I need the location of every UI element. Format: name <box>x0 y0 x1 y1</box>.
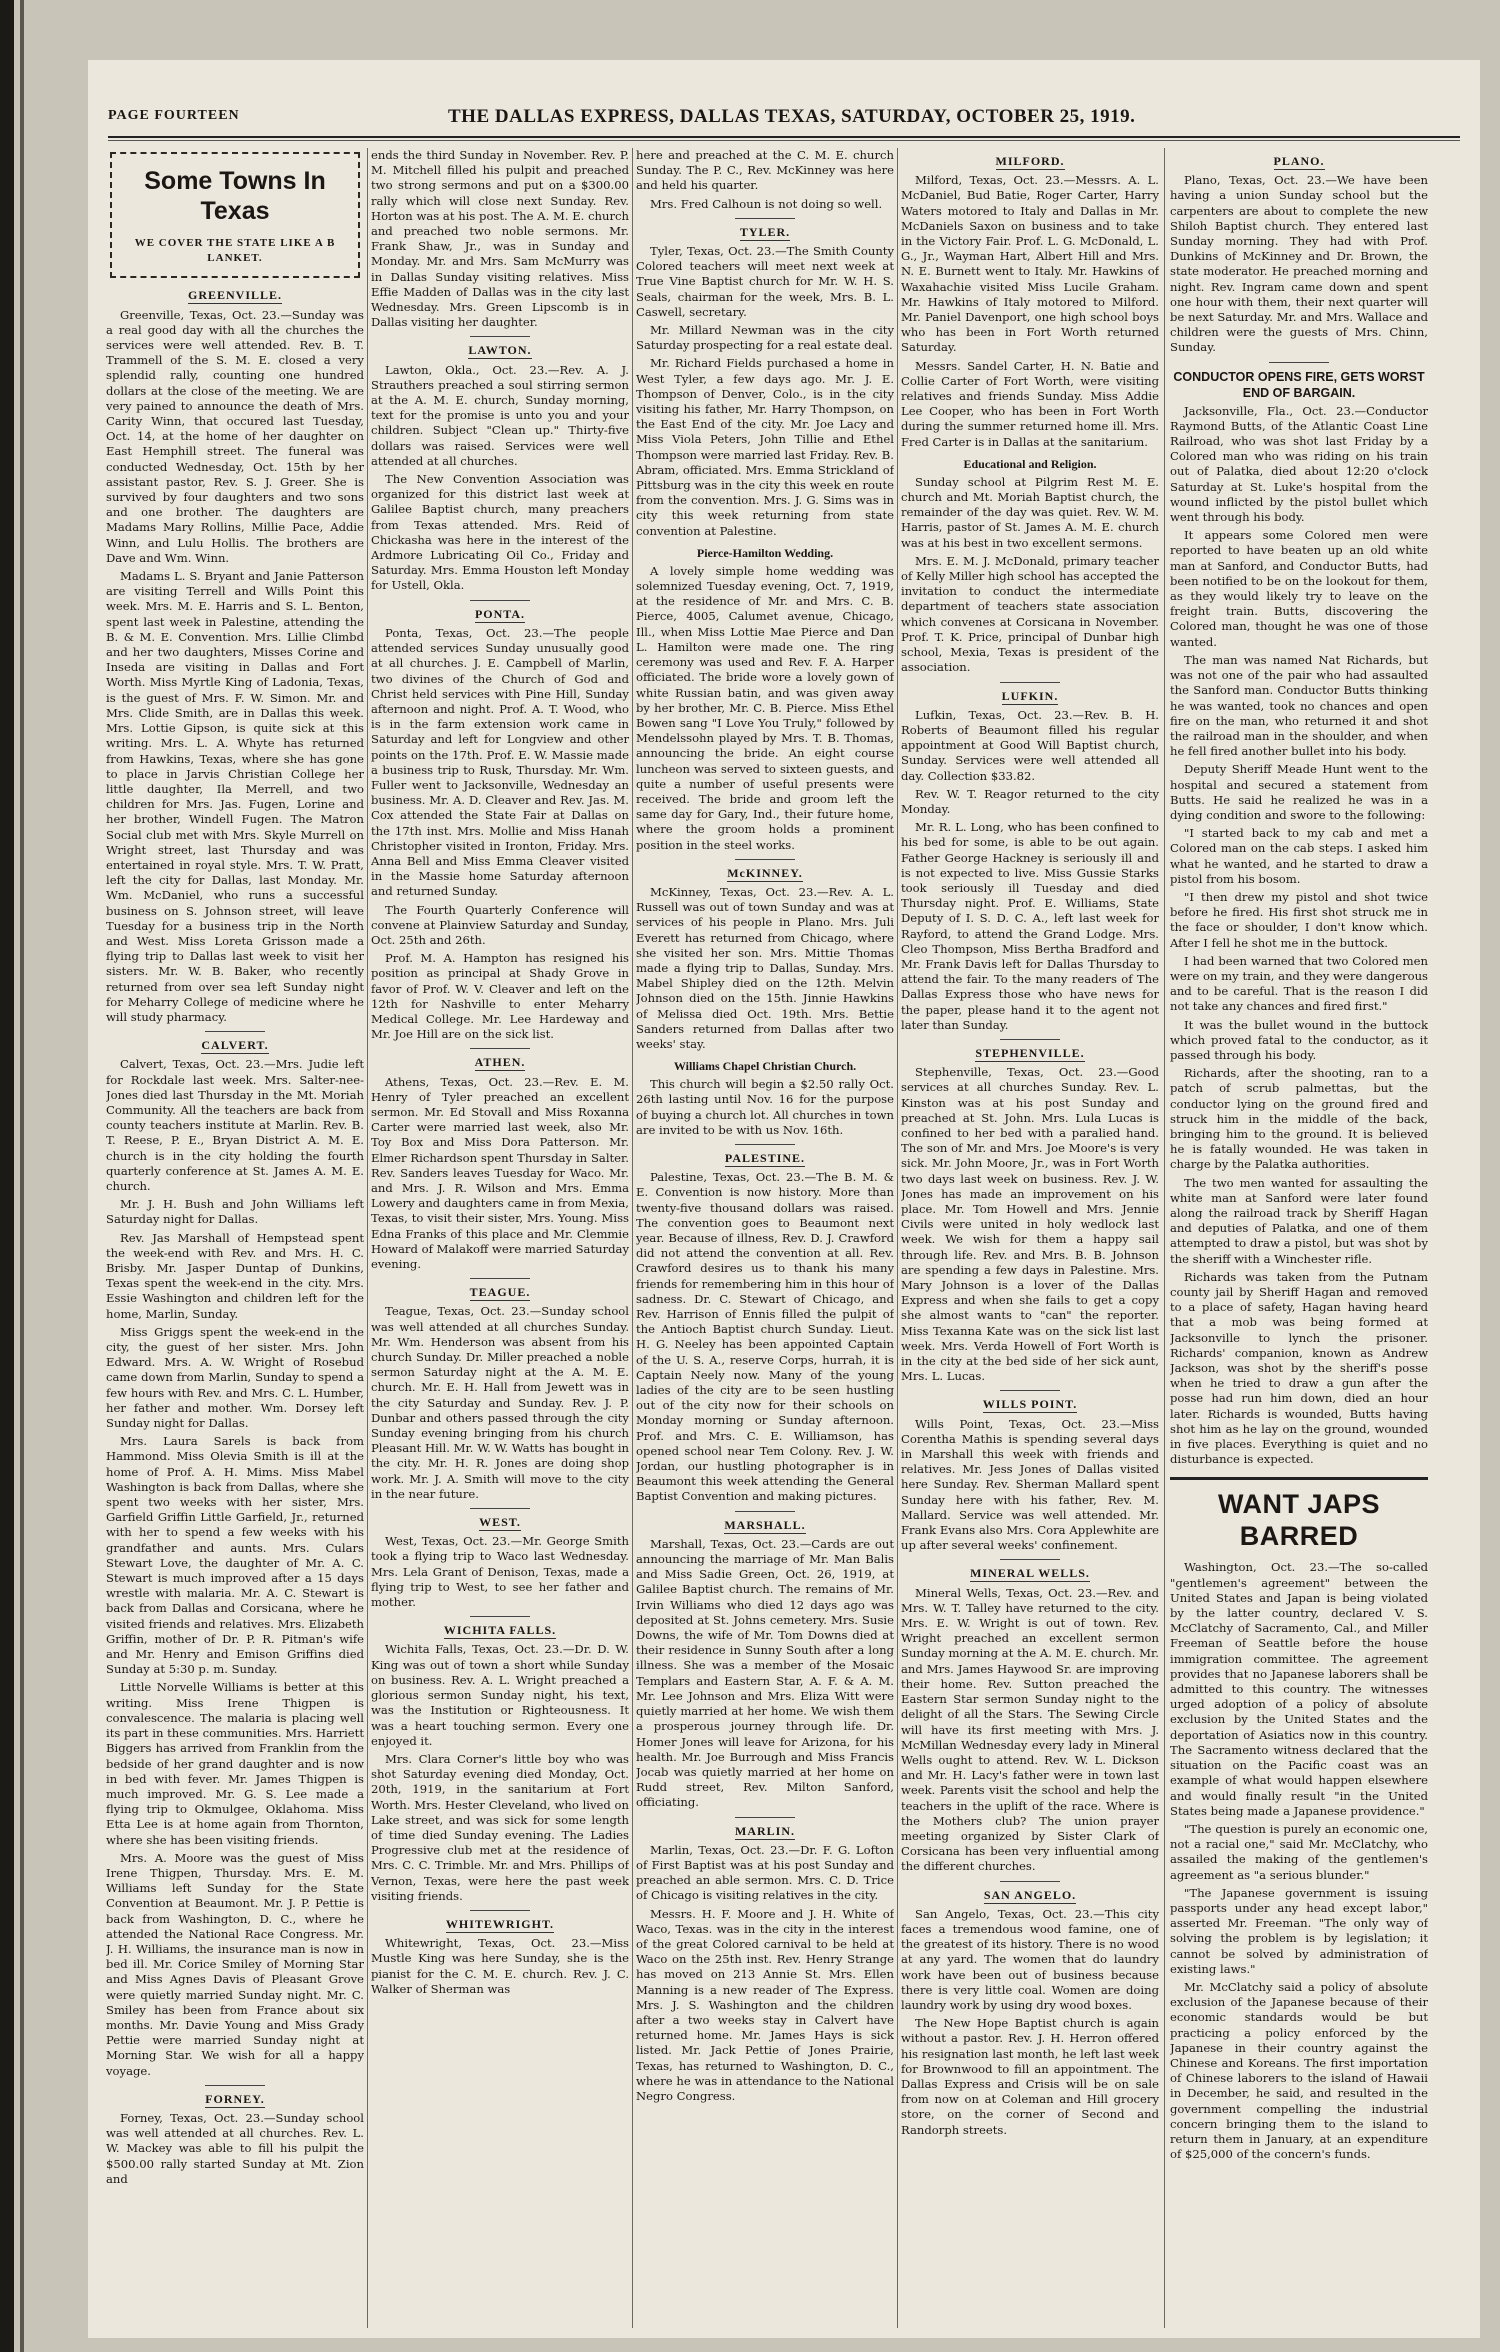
divider <box>735 1817 795 1818</box>
paragraph: Madams L. S. Bryant and Janie Patterson are visiting Terrell and Wills Point this week. Mrs. M. E. Harris and S. L. Benton, spent last week in Palestine, attending the B. & M. E. Convention. Mrs. Lillie Climbd and her two daughters, Misses Corine and Inseda are visiting in Dallas and Fort Worth. Miss Myrtle King of Ladonia, Texas, is the guest of Mrs. F. W. Simon. Mr. and Mrs. Clide Smith, are in Dallas this week. Mrs. Lottie Gipson, is quite sick at this writing. Mrs. L. A. Whyte has returned from Hawkins, Texas, where she has gone to place in Jarvis Christian College her little daughter, Ila Merrell, and two children for Mrs. Jas. Fugen, Lorine and her brother, Windell Fugen. The Matron Social club met with Mrs. Skyle Murrell on Wright street, last Thursday and was entertained in royal style. Mrs. T. W. Pratt, left the city for Dallas, last Monday. Mr. Wm. McDaniel, who runs a successful business on S. Johnson street, will leave Tuesday for a business trip in the North and West. Miss Loreta Grisson made a flying trip to Dallas last week to visit her sisters. Mr. W. B. Baker, who recently returned from over sea left Sunday night for Meharry College of medicine where he will study pharmacy. <box>106 569 364 1024</box>
divider <box>205 1031 265 1032</box>
article-greenville <box>106 288 364 1025</box>
paragraph: McKinney, Texas, Oct. 23.—Rev. A. L. Russell was out of town Sunday and was at services of his people in Plano. Mrs. Juli Everett has returned from Chicago, where she visited her son. Mrs. Mittie Thomas made a flying trip to Dallas, Sunday. Mrs. Mabel Shipley died on the 12th. Melvin Johnson died on the 15th. Jinnie Hawkins of Melissa died Oct. 19th. Mrs. Bettie Sanders returned from Dallas after two weeks' stay. <box>636 884 894 1051</box>
paragraph: San Angelo, Texas, Oct. 23.—This city faces a tremendous wood famine, one of the greatest of its history. There is no wood at any yard. The women that do laundry work have been out of business because there is very little coal. Women are doing laundry work by using dry wood boxes. <box>901 1906 1159 2012</box>
paragraph: Whitewright, Texas, Oct. 23.—Miss Mustle King was here Sunday, she is the pianist for the C. M. E. church. Rev. J. C. Walker of Sherman was <box>371 1936 629 1996</box>
article-lufkin <box>901 689 1159 1033</box>
column-1 <box>106 148 364 2328</box>
column-rule <box>632 148 633 2328</box>
divider <box>735 1144 795 1145</box>
paragraph: Mrs. Clara Corner's little boy who was shot Saturday evening died Monday, Oct. 20th, 1919, in the sanitarium at Fort Worth. Mrs. Hester Cleveland, who lived on Lake street, and was sick for some length of time died Sunday evening. The Ladies Progressive club met at the residence of Mrs. C. C. Trimble. Mr. and Mrs. Phillips of Vernon, Texas, were here the past week visiting friends. <box>371 1751 629 1903</box>
paragraph: Wills Point, Texas, Oct. 23.—Miss Corentha Mathis is spending several days in Marshall this week with friends and relatives. Mr. Jess Jones of Dallas visited here Sunday. Rev. Sherman Mallard spent Sunday here with his father, Rev. M. Mallard. Service was well attended. Mr. Frank Evans also Mrs. Cora Applewhite are up after several weeks' confinement. <box>901 1416 1159 1553</box>
paragraph: Mrs. Fred Calhoun is not doing so well. <box>650 196 883 211</box>
paragraph: It was the bullet wound in the buttock which proved fatal to the conductor, as it passed through his body. <box>1170 1017 1428 1062</box>
paragraph-continued: here and preached at the C. M. E. church Sunday. The P. C., Rev. McKinney was here and held his quarter. <box>636 148 894 193</box>
masthead-rule <box>108 136 1460 138</box>
page-number: PAGE FOURTEEN <box>108 108 240 123</box>
article-title: Williams Chapel Christian Church. <box>673 1059 857 1074</box>
article-athen <box>371 1055 629 1272</box>
article-marshall <box>636 1518 894 1811</box>
paragraph: Mr. R. L. Long, who has been confined to his bed for some, is able to be out again. Father George Hackney is seriously ill and is not expected to live. Miss Gussie Starks took seriously ill Tuesday and died Thursday night. Prof. E. Williams, State Deputy of I. S. D. C. A., left last week for Rayford, to attend the Grand Lodge. Mrs. Cleo Thompson, Miss Bertha Bradford and Mr. Frank Davis left for Dallas Thursday to attend the fair. To the many readers of The Dallas Express those who have news for the paper, please hand it to the agent not later than Sunday. <box>901 820 1159 1032</box>
article-forney <box>106 2092 364 2187</box>
article-ponta <box>371 607 629 1043</box>
page-gutter-line <box>20 0 24 2352</box>
paragraph: The New Hope Baptist church is again without a pastor. Rev. J. H. Herron offered his resignation last month, he left last week for Brownwood to fill an appointment. The Dallas Express and Crisis will be on sale from now on at Coleman and Hill grocery store, on the corner of Second and Randorph streets. <box>901 2016 1159 2137</box>
article-title: CALVERT. <box>201 1038 269 1053</box>
column-rule <box>1164 148 1165 2328</box>
paragraph: Richards, after the shooting, ran to a patch of scrub palmettas, but the conductor lying on the ground fired and struck him in the middle of the back, bringing him to the ground. It is believed he is fatally wounded. He was taken in charge by the Palatka authorities. <box>1170 1066 1428 1172</box>
paragraph: Stephenville, Texas, Oct. 23.—Good services at all churches Sunday. Rev. L. Kinston was at his post Sunday and preached at St. John. Mrs. Lula Lucas is confined to her bed with a paralied hand. The son of Mr. and Mrs. Joe Moore's is very sick. Mr. John Moore, Jr., was in Fort Worth two days last week on business. Rev. J. W. Jones has made an improvement on his place. Mr. Tom Howell and Mrs. Jennie Civils were united in holy wedlock last week. We wish for them a happy sail through life. Rev. and Mrs. B. B. Johnson are spending a few days in Palestine. Mrs. Mary Johnson is a lover of the Dallas Express and when she fails to get a copy she almost wants to "can" the reporter. Miss Texanna Kate was on the sick list last week. Mrs. Verda Howell of Fort Worth is in the city at the bed side of her sick aunt, Mrs. L. Lucas. <box>901 1065 1159 1384</box>
paragraph: I had been warned that two Colored men were on my train, and they were dangerous and to be careful. That is the reason I did not take any chances and fired first." <box>1170 953 1428 1014</box>
paragraph: Palestine, Texas, Oct. 23.—The B. M. & E. Convention is now history. More than twenty-five thousand dollars was raised. The convention goes to Beaumont next year. Because of illness, Rev. D. J. Crawford did not attend the convention at all. Rev. Crawford desires us to thank his many friends for remembering him in this hour of sadness. Dr. C. Stewart of Chicago, and Rev. Harrison of Ennis filled the pulpit of the Antioch Baptist church Sunday. Lieut. H. G. Neeley has been appointed Captain of the U. S. A., reserve Corps, hurrah, it is Captain Neely now. Many of the young ladies of the city are to be seen hustling out of the city now for their schools on Monday morning or Sunday afternoon. Prof. and Mrs. C. E. Williamson, has opened school near Tem Colony. Rev. J. W. Jordan, our hustling photographer is in Beaumont this week attending the General Baptist Convention and making pictures. <box>636 1170 894 1504</box>
divider <box>470 1508 530 1509</box>
paragraph: Miss Griggs spent the week-end in the city, the guest of her sister. Mrs. John Edward. Mrs. A. W. Wright of Rosebud came down from Marlin, Sunday to spend a few hours with Rev. and Mrs. C. L. Humber, her father and mother. Wm. Dorsey left Sunday night for Dallas. <box>106 1324 364 1431</box>
paragraph: Milford, Texas, Oct. 23.—Messrs. A. L. McDaniel, Bud Batie, Roger Carter, Harry Waters motored to Italy and Dallas in Mr. McDaniels Saxon on business and to take in the Victory Fair. Prof. L. G. McDonald, L. G., Jr., Wayman Hart, Albert Hill and Mrs. N. E. Burnett went to Italy. Mr. Hawkins of Waxahachie visited Miss Lucile Graham. Mr. Hawkins of Italy motored to Milford. Mr. Paniel Davenport, one high school boys who has been in Fort Worth returned Saturday. <box>901 173 1159 355</box>
article-title: FORNEY. <box>205 2091 265 2106</box>
article-title: WILLS POINT. <box>982 1397 1078 1412</box>
feature-heading: Some Towns In Texas <box>144 167 326 225</box>
article-title: Pierce-Hamilton Wedding. <box>696 545 834 560</box>
article-williams-chapel <box>636 1058 894 1138</box>
paragraph: The two men wanted for assaulting the white man at Sanford were later found along the railroad track by Sheriff Hagan and deputies of Palatka, and one of them attempted to draw a pistol, but was shot by the sheriff with a Winchester rifle. <box>1170 1175 1428 1266</box>
article-wichita-falls <box>371 1623 629 1904</box>
paragraph: Ponta, Texas, Oct. 23.—The people attended services Sunday unusually good at all churches. J. E. Campbell of Marlin, two divines of the Church of God and Christ held services with Pine Hill, Sunday afternoon and night. Prof. A. T. Wood, who is in the farm extension work came in Saturday and left for Longview and other points on the 17th. Prof. E. W. Massie made a business trip to Rusk, Thursday. Mr. Wm. Fuller went to Jacksonville, Wednesday an business. Mr. A. D. Cleaver and Rev. Jas. M. Cox attended the State Fair at Dallas on the 17th inst. Mrs. Mollie and Miss Hanah Christopher visited in Ironton, Friday. Mrs. Anna Bell and Miss Emma Cleaver visited in the Massie home Saturday afternoon and returned Sunday. <box>371 625 629 899</box>
paragraph: Mineral Wells, Texas, Oct. 23.—Rev. and Mrs. W. T. Talley have returned to the city. Mrs. E. W. Wright is out of town. Rev. Wright preached an excellent sermon Sunday morning at the A. M. E. church. Mr. and Mrs. James Haywood Sr. are improving their home. Rev. Sutton preached the Eastern Star sermon Sunday night to the delight of all the Stars. The Sewing Circle will have its first meeting with Mrs. J. McMillan Wednesday every lady in Mineral Wells ought to attend. Rev. W. L. Dickson and Mr. H. Lacy's father were in town last week. Parents visit the school and help the teachers in the uplift of the race. Where is the Mothers club? The union prayer meeting organized by Sister Clark of Corsicana has been very influential among the different churches. <box>901 1585 1159 1874</box>
article-wills-point <box>901 1397 1159 1553</box>
article-lawton <box>371 343 629 593</box>
paragraph: Sunday school at Pilgrim Rest M. E. church and Mt. Moriah Baptist church, the remainder of the day was quiet. Rev. W. M. Harris, pastor of St. James A. M. E. church was at his best in two excellent sermons. <box>901 474 1159 550</box>
divider <box>470 1616 530 1617</box>
article-mineral-wells <box>901 1566 1159 1874</box>
article-want-japs-barred <box>1170 1488 1428 2162</box>
article-san-angelo <box>901 1888 1159 2138</box>
paragraph: Athens, Texas, Oct. 23.—Rev. E. M. Henry of Tyler preached an excellent sermon. Mr. Ed Stovall and Miss Roxanna Carter were married last week, also Mr. Toy Box and Miss Dora Patterson. Mr. Elmer Richardson spent Thursday in Salter. Rev. Sanders leaves Tuesday for Waco. Mr. and Mrs. J. R. Wilson and Mrs. Emma Lowery and daughters came in from Mexia, Texas, to visit their sister, Mrs. Young. Miss Edna Franks of this place and Mr. Clemmie Howard of Malakoff were married Saturday evening. <box>371 1074 629 1272</box>
paragraph: "The Japanese government is issuing passports under any head except labor," asserted Mr. Freeman. "The only way of solving the problem is by legislation; it cannot be solved by administration of existing laws." <box>1170 1885 1428 1976</box>
column-rule <box>897 148 898 2328</box>
paragraph: West, Texas, Oct. 23.—Mr. George Smith took a flying trip to Waco last Wednesday. Mrs. Lela Grant of Denison, Texas, made a flying trip to West, to see her father and mother. <box>371 1534 629 1610</box>
masthead-title: THE DALLAS EXPRESS, DALLAS TEXAS, SATURDAY, OCTOBER 25, 1919. <box>448 106 1136 127</box>
paragraph-continued: ends the third Sunday in November. Rev. P. M. Mitchell filled his pulpit and preached two strong sermons and put on a $300.00 rally which will close next Sunday. Rev. Horton was at his post. The A. M. E. church and preached two noble sermons. Mr. Frank Shaw, Jr., was in Sunday and Monday. Mr. and Mrs. Sam McMurry was in Dallas Sunday visiting relatives. Miss Effie Madden of Dallas was in the city last Wednesday. Mrs. Green Lipscomb is in Dallas visiting her daughter. <box>371 148 629 330</box>
paragraph: Wichita Falls, Texas, Oct. 23.—Dr. D. W. King was out of town a short while Sunday on business. Rev. A. L. Wright preached a glorious sermon Sunday night, his text, was the Institution or Righteousness. It was a heart touching sermon. Every one enjoyed it. <box>371 1642 629 1748</box>
masthead <box>108 106 1460 132</box>
article-title: PONTA. <box>474 606 526 621</box>
divider <box>735 218 795 219</box>
divider <box>1000 682 1060 683</box>
article-teague <box>371 1285 629 1502</box>
article-educational-religion <box>901 456 1159 676</box>
paragraph: Lawton, Okla., Oct. 23.—Rev. A. J. Strauthers preached a soul stirring sermon at the A. M. E. church, Sunday morning, text for the promise is unto you and your children. Subject "Clean up." Thirty-five dollars was raised. Services were well attended at all churches. <box>371 362 629 468</box>
article-plano <box>1170 154 1428 356</box>
paragraph: Marlin, Texas, Oct. 23.—Dr. F. G. Lofton of First Baptist was at his post Sunday and preached an able sermon. Mrs. C. D. Trice of Chicago is visiting relatives in the city. <box>636 1842 894 1903</box>
article-pierce-hamilton-wedding <box>636 545 894 853</box>
column-4 <box>901 148 1159 2328</box>
divider <box>205 2085 265 2086</box>
paragraph: Mrs. A. Moore was the guest of Miss Irene Thigpen, Thursday. Mrs. E. M. Williams left Sunday for the State Convention at Beaumont. Mr. J. P. Pettie is back from Washington, D. C., where he attended the National Race Congress. Mr. J. H. Williams, the insurance man is now in bed ill. Mr. Corice Smiley of Morning Star and Miss Agnes Davis of Pleasant Grove were quietly married Sunday night. Mr. C. Smiley has been from France about six months. Mr. Davie Young and Miss Grady Pettie were married Sunday night at Morning Star. We wish for all a happy voyage. <box>106 1850 364 2078</box>
article-milford <box>901 154 1159 450</box>
feature-banner <box>110 152 360 278</box>
paragraph: Messrs. H. F. Moore and J. H. White of Waco, Texas. was in the city in the interest of the great Colored carnival to be held at Waco on the 25th inst. Rev. Henry Strange has moved on 213 Annie St. Mrs. Ellen Manning is a new reader of The Express. Mrs. J. S. Washington and the children after a two weeks stay in Calvert have returned home. Mr. James Hays is sick listed. Mr. Jack Pettie of Jones Prairie, Texas, has returned to Washington, D. C., where he was in attendance to the National Negro Congress. <box>636 1906 894 2103</box>
divider <box>470 1048 530 1049</box>
column-rule <box>367 148 368 2328</box>
column-3 <box>636 148 894 2328</box>
paragraph: Jacksonville, Fla., Oct. 23.—Conductor Raymond Butts, of the Atlantic Coast Line Railroad, who was shot last Friday by a Colored man who was riding on his train out of Palatka, died about 12:20 o'clock Saturday at St. Luke's hospital from the wound inflicted by the pistol bullet which went through his body. <box>1170 403 1428 525</box>
divider <box>1000 1881 1060 1882</box>
paragraph: This church will begin a $2.50 rally Oct. 26th lasting until Nov. 16 for the purpose of buying a church lot. All churches in town are invited to be with us Nov. 16th. <box>636 1077 894 1137</box>
article-palestine <box>636 1151 894 1505</box>
paragraph: "I started back to my cab and met a Colored man on the cab steps. I asked him what he wanted, and he started to draw a pistol from his bosom. <box>1170 826 1428 886</box>
divider <box>735 859 795 860</box>
paragraph: Greenville, Texas, Oct. 23.—Sunday was a real good day with all the churches the services were well attended. Rev. B. T. Trammell of the S. M. E. closed a very splendid rally, counting one hundred dollars at the close of the meeting. We are very pained to announce the death of Mrs. Carity Winn, that occured last Tuesday, Oct. 14, at the home of her daughter on East Hemphill street. The funeral was conducted Wednesday, Oct. 15th by her assistant pastor, Rev. S. J. Greer. She is survived by four daughters and two sons and one brother. The daughters are Madams Mary Rollins, Millie Pace, Addie Winn, and Lulu Hollis. The brothers are Dave and Wm. Winn. <box>106 307 364 565</box>
article-title: LUFKIN. <box>1001 688 1059 703</box>
article-title: WICHITA FALLS. <box>443 1623 557 1638</box>
paragraph: Rev. Jas Marshall of Hempstead spent the week-end with Rev. and Mrs. H. C. Brisby. Mr. Jasper Duntap of Dunkins, Texas spent the week-end in the city. Mrs. Essie Washington and children left for the home, Marlin, Sunday. <box>106 1230 364 1321</box>
divider <box>1269 362 1329 363</box>
paragraph: Forney, Texas, Oct. 23.—Sunday school was well attended at all churches. Rev. L. W. Mackey was able to fill his pulpit the $500.00 rally started Sunday at Mt. Zion and <box>106 2110 364 2186</box>
paragraph: Plano, Texas, Oct. 23.—We have been having a union Sunday school but the carpenters are about to complete the new Shiloh Baptist church. They entered last Sunday morning. They had with Prof. Dunkins of McKinney and Dr. Brown, the state moderator. He preached morning and night. Rev. Ingram came down and spent one hour with them, their next quarter will be next Saturday. Mr. and Mrs. Wallace and children were the guests of Mrs. Chinn, Sunday. <box>1170 173 1428 355</box>
article-whitewright <box>371 1917 629 1997</box>
paragraph: It appears some Colored men were reported to have beaten up an old white man at Sanford, and Conductor Butts, had been notified to be on the lookout for them, as they would likely try to leave on the freight train. Butts, discovering the Colored man, thought he was one of those wanted. <box>1170 528 1428 649</box>
paragraph: Lufkin, Texas, Oct. 23.—Rev. B. H. Roberts of Beaumont filled his regular appointment at Good Will Baptist church, Sunday. Services were well attended all day. Collection $33.82. <box>901 707 1159 783</box>
article-mckinney <box>636 866 894 1052</box>
divider <box>1000 1390 1060 1391</box>
article-title: SAN ANGELO. <box>983 1887 1077 1902</box>
article-title: MILFORD. <box>995 154 1065 168</box>
article-marlin <box>636 1824 894 2105</box>
article-title: MARSHALL. <box>724 1517 806 1532</box>
paragraph: Mr. McClatchy said a policy of absolute exclusion of the Japanese because of their economic standards would be but practicing a policy enforced by the Japanese in their country against the Chinese and Koreans. The first importation of Chinese laborers to the island of Hawaii in December, he said, and resulted in the government compelling the industrial concern bringing them to the island to return them in January, at an expenditure of $25,000 of the concern's funds. <box>1170 1979 1428 2162</box>
article-title: GREENVILLE. <box>187 288 283 303</box>
article-stephenville <box>901 1046 1159 1384</box>
paragraph: "I then drew my pistol and shot twice before he fired. His first shot struck me in the face or shoulder, I don't know which. After I fell he shot me in the buttock. <box>1170 889 1428 950</box>
article-west <box>371 1515 629 1610</box>
page-gutter-edge <box>0 0 14 2352</box>
paragraph: Teague, Texas, Oct. 23.—Sunday school was well attended at all churches Sunday. Mr. Wm. Henderson was absent from his church Sunday. Dr. Miller preached a noble sermon Saturday night at the A. M. E. church. Mr. E. H. Hall from Jewett was in the city Saturday and Sunday. Rev. J. P. Dunbar and others passed through the city Sunday evening bringing from his church Pleasant Hill. Mr. W. W. Watts has bought in the city. Mr. H. R. Jones are doing shop work. Mr. J. A. Smith will move to the city in the near future. <box>371 1304 629 1501</box>
article-title: ATHEN. <box>474 1055 526 1070</box>
paragraph: Messrs. Sandel Carter, H. N. Batie and Collie Carter of Fort Worth, were visiting relatives and friends Sunday. Miss Addie Lee Cooper, who has been in Fort Worth during the summer returned home ill. Mrs. Fred Carter is in Dallas at the sanitarium. <box>901 358 1159 449</box>
article-title: PALESTINE. <box>724 1150 806 1165</box>
paragraph: Mrs. Laura Sarels is back from Hammond. Miss Olevia Smith is ill at the home of Prof. A. H. Mims. Miss Mabel Washington is back from Dallas, where she spent two weeks with her sister, Mrs. Garfield Griffin Little Garfield, Jr., returned with her to spend a few weeks with his grandfather and aunts. Mrs. Culars Stewart Love, the daughter of Mr. A. C. Stewart is much improved after a 15 days wrestle with malaria. Mr. A. C. Stewart is back from Dallas and Corsicana, where he visited friends and relatives. Mrs. Elizabeth Griffin, mother of Dr. P. R. Pitman's wife and Mr. Henry and Emison Griffins died Sunday at 5:30 p. m. Sunday. <box>106 1434 364 1677</box>
article-title: TEAGUE. <box>469 1285 531 1300</box>
article-title: TYLER. <box>739 224 791 239</box>
divider <box>470 600 530 601</box>
article-title: Educational and Religion. <box>963 456 1097 471</box>
divider <box>470 336 530 337</box>
paragraph: Mrs. E. M. J. McDonald, primary teacher of Kelly Miller high school has accepted the invitation to conduct the intermediate department of teachers state association which convenes at Corsicana in November. Prof. T. K. Price, principal of Dunbar high school, Mexia, Texas is president of the association. <box>901 553 1159 675</box>
masthead-rule-thin <box>108 140 1460 141</box>
feature-tagline: WE COVER THE STATE LIKE A B LANKET. <box>134 237 336 265</box>
article-title: MINERAL WELLS. <box>970 1566 1090 1581</box>
divider <box>1000 1039 1060 1040</box>
paragraph: Little Norvelle Williams is better at this writing. Miss Irene Thigpen is convalescence. The malaria is placing well its part in these communities. Mrs. Harriett Biggers has arrived from Franklin from the bedside of her grand daughter and is now in bed with fever. Mr. James Thigpen is much improved. Mr. G. S. Lee made a flying trip to Okmulgee, Oklahoma. Miss Etta Lee is at home again from Thornton, where she has been visiting friends. <box>106 1680 364 1847</box>
article-title: PLANO. <box>1273 154 1325 168</box>
article-calvert <box>106 1038 364 2079</box>
paragraph: Washington, Oct. 23.—The so-called "gentlemen's agreement" between the United States and Japan is being violated by the latter country, declared V. S. McClatchy of Sacramento, Cal., and Miller Freeman of Seattle before the house immigration committee. The agreement provides that no Japanese laborers shall be admitted to this country. The witnesses urged adoption of a policy of absolute exclusion by the United States and the deportation of Asiatics now in this country. The Sacramento witness declared that the situation on the Pacific coast was an example of what would happen elsewhere and would finally result "in the United States being made a Japanese providence." <box>1170 1560 1428 1818</box>
article-title: WEST. <box>479 1515 521 1530</box>
article-title: McKINNEY. <box>727 865 803 880</box>
paragraph: Prof. M. A. Hampton has resigned his position as principal at Shady Grove in favor of Prof. W. V. Cleaver and left on the 12th for Nashville to enter Meharry Medical College. Mr. Lee Hardeway and Mr. Joe Hill are on the sick list. <box>371 951 629 1042</box>
divider <box>470 1278 530 1279</box>
article-title: LAWTON. <box>468 343 532 358</box>
article-title: WHITEWRIGHT. <box>445 1916 555 1931</box>
article-headline: CONDUCTOR OPENS FIRE, GETS WORST END OF BARGAIN. <box>1173 369 1425 400</box>
article-title: STEPHENVILLE. <box>975 1045 1085 1060</box>
paragraph: Richards was taken from the Putnam county jail by Sheriff Hagan and removed to a place of safety, Hagan having heard that a mob was being formed at Jacksonville to lynch the prisoner. Richards' companion, known as Andrew Jackson, was shot by the sheriff's posse when he tried to draw a gun after the posse had run him down, died an hour later. Richards is wounded, Butts having shot him as he lay on the ground, wounded in five places. Everything is quiet and no disturbance is expected. <box>1170 1269 1428 1467</box>
paragraph: The New Convention Association was organized for this district last week at Galilee Baptist church, many preachers from Texas attended. Mrs. Reid of Chickasha was here in the interest of the Ardmore Lubricating Oil Co., Friday and Saturday. Mrs. Emma Houston left Monday for Ustell, Okla. <box>371 472 629 593</box>
paragraph: "The question is purely an economic one, not a racial one," said Mr. McClatchy, who assailed the making of the gentlemen's agreement as "a serious blunder." <box>1170 1821 1428 1882</box>
paragraph: Marshall, Texas, Oct. 23.—Cards are out announcing the marriage of Mr. Man Balis and Miss Sadie Green, Oct. 26, 1919, at Galilee Baptist church. The remains of Mr. Irvin Williams who died 12 days ago was deposited at St. Johns cemetery. Mrs. Susie Downs, the wife of Mr. Tom Downs died at their residence in Sunny South after a long illness. She was a member of the Mosaic Templars and Eastern Star, A. F. & A. M. Mr. Lee Johnson and Mrs. Eliza Witt were quietly married at her home. We wish them a prosperous journey through life. Dr. Homer Jones will leave for Arizona, for his health. Mr. Joe Burrough and Miss Francis Jocab was quietly married at her home on Rudd street, Rev. Milton Sanford, officiating. <box>636 1536 894 1810</box>
divider <box>470 1910 530 1911</box>
paragraph: A lovely simple home wedding was solemnized Tuesday evening, Oct. 7, 1919, at the residence of Mr. and Mrs. C. B. Pierce, 4005, Calumet avenue, Chicago, Ill., when Miss Lottie Mae Pierce and Dan L. Hamilton were made one. The ring ceremony was used and Rev. F. A. Harper officiated. The bride wore a lovely gown of white Russian batin, and was given away by her brother, Mr. C. B. Pierce. Miss Ethel Bowen sang "I Love You Truly," followed by Mendelssohn played by Mrs. T. B. Thomas, announcing the bride. An eight course luncheon was served to sixteen guests, and quite a number of useful presents were received. The bride and groom left the same day for Gary, Ind., their future home, where the groom holds a prominent position in the steel works. <box>636 563 894 852</box>
column-2 <box>371 148 629 2328</box>
paragraph: Calvert, Texas, Oct. 23.—Mrs. Judie left for Rockdale last week. Mrs. Salter-nee-Jones died last Thursday in the Mt. Moriah Community. All the teachers are back from county teachers institute at Marlin. Rev. B. T. Reese, P. E., Bryan District A. M. E. church is in the city holding the fourth quarterly conference at St. James A. M. E. church. <box>106 1057 364 1193</box>
newspaper-page <box>88 60 1480 2338</box>
paragraph: Mr. Richard Fields purchased a home in West Tyler, a few days ago. Mr. J. E. Thompson of Denver, Colo., is in the city visiting his father, Mr. Harry Thompson, on the East End of the city. Mr. Joe Lacy and Miss Viola Peters, John Tillie and Ethel Thompson were married last Friday. Rev. B. Abram, officiated. Mrs. Emma Strickland of Pittsburg was in the city this week en route from the convention. Mrs. J. G. Sims was in city this week returning from state convention at Palestine. <box>636 356 894 538</box>
paragraph: The man was named Nat Richards, but was not one of the pair who had assaulted the Sanford man. Conductor Butts thinking he was wanted, took no chances and open fire on the man, who returned it and shot the railroad man in the shoulder, and when he fell fired another bullet into his body. <box>1170 652 1428 759</box>
divider <box>1000 1559 1060 1560</box>
divider <box>735 1511 795 1512</box>
article-headline: WANT JAPS BARRED <box>1217 1489 1381 1552</box>
paragraph: Tyler, Texas, Oct. 23.—The Smith County Colored teachers will meet next week at True Vine Baptist church for Mr. W. H. S. Seals, chairman for the week, Mrs. B. L. Caswell, secretary. <box>636 244 894 319</box>
paragraph: Mr. J. H. Bush and John Williams left Saturday night for Dallas. <box>106 1197 364 1227</box>
article-tyler <box>636 225 894 539</box>
article-title: MARLIN. <box>735 1823 795 1838</box>
article-conductor-opens-fire <box>1170 369 1428 1468</box>
section-rule <box>1170 1477 1428 1480</box>
column-5 <box>1170 148 1428 2328</box>
paragraph: The Fourth Quarterly Conference will convene at Plainview Saturday and Sunday, Oct. 25th and 26th. <box>371 902 629 947</box>
paragraph: Rev. W. T. Reagor returned to the city Monday. <box>901 786 1159 816</box>
paragraph: Mr. Millard Newman was in the city Saturday prospecting for a real estate deal. <box>636 323 894 353</box>
paragraph: Deputy Sheriff Meade Hunt went to the hospital and secured a statement from Butts. He said he realized he was in a dying condition and swore to the following: <box>1170 762 1428 822</box>
